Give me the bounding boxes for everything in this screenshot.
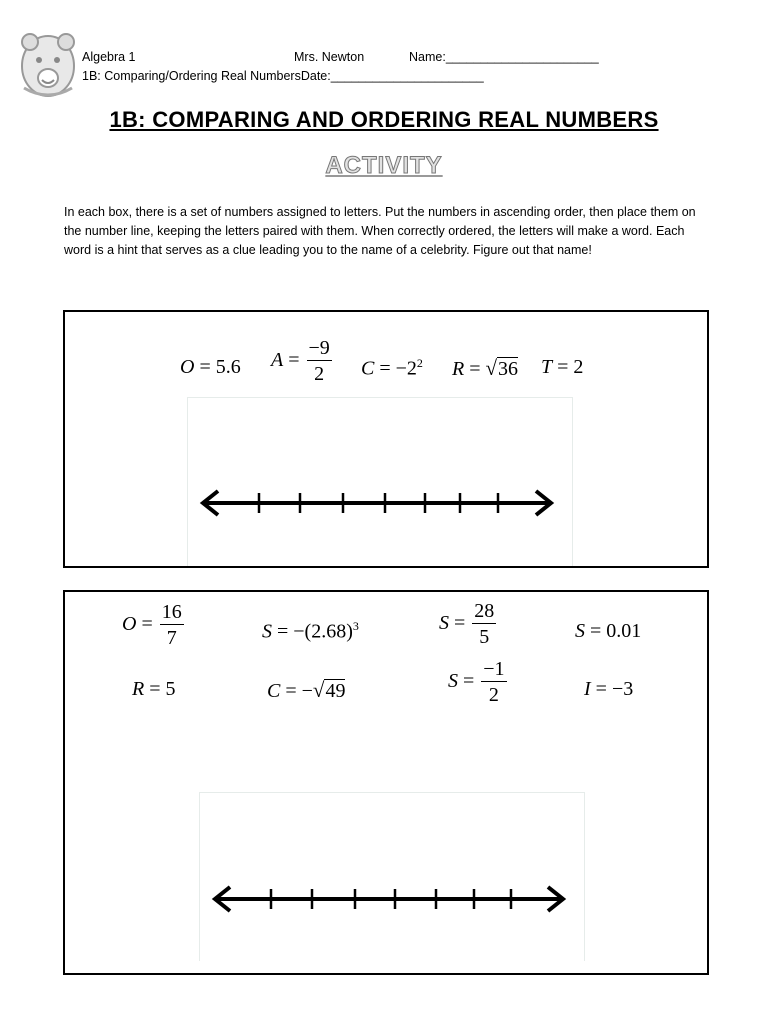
box1-R: R = √36	[452, 356, 519, 380]
denominator: 5	[479, 626, 490, 648]
letter: S	[439, 612, 449, 635]
value: 5.6	[215, 356, 241, 378]
letter: R	[132, 678, 145, 700]
letter: I	[584, 678, 591, 700]
instructions: In each box, there is a set of numbers assigned to letters. Put the numbers in ascending order, then place them on the number line, keeping the letters paired with them. When correctly ordered, the letters will make a word. Each word is a hint that serves as a clue leading you to the name of a celebrity. Figure out that name!	[64, 205, 696, 257]
box1-A: A = $\frac{-9}{2}$	[271, 337, 330, 385]
letter: C	[361, 357, 375, 380]
fraction	[481, 657, 506, 708]
denominator: 2	[488, 684, 499, 706]
teacher-name: Mrs. Newton	[294, 50, 365, 64]
value: 0.01	[606, 620, 642, 642]
letter: T	[541, 356, 553, 378]
letter: O	[122, 613, 137, 636]
page-title: 1B: COMPARING AND ORDERING REAL NUMBERS	[109, 107, 659, 132]
box2-S4: S = $\frac{-1}{2}$	[448, 658, 505, 706]
school-mascot-logo	[18, 28, 78, 100]
value: 5	[165, 678, 176, 700]
box2-S3: S = 0.01	[575, 620, 642, 642]
student-name-field[interactable]: Name:______________________	[409, 50, 599, 64]
lesson-subtitle-text: 1B: Comparing/Ordering Real Numbers	[82, 69, 301, 83]
radicand: 36	[498, 358, 519, 380]
letter: S	[262, 620, 272, 643]
denominator: 7	[166, 627, 177, 649]
course-name: Algebra 1	[82, 50, 136, 64]
letter: S	[448, 670, 458, 693]
box2-I: I = −3	[584, 678, 634, 700]
value: −(2.68)	[293, 620, 353, 643]
workspace-panel-2	[199, 792, 585, 961]
number-line-2[interactable]	[210, 881, 570, 917]
radical-sign: √	[312, 678, 325, 702]
number-line-1[interactable]	[198, 485, 558, 521]
box2-R: R = 5	[132, 678, 176, 700]
box1-C: $C = -2^2$	[361, 356, 423, 380]
box2-S2: S = $\frac{28}{5}$	[439, 600, 495, 648]
letter: A	[271, 349, 284, 372]
value: −3	[611, 678, 634, 700]
numerator: −1	[483, 658, 505, 680]
value: −2	[395, 357, 417, 380]
exponent: 3	[352, 619, 359, 633]
value: 2	[573, 356, 584, 378]
radicand: 49	[325, 680, 346, 702]
sign: −	[301, 680, 313, 702]
box2-C: C = −√49	[267, 678, 346, 702]
box2-S1: $S = -(2.68)^3$	[262, 619, 359, 643]
activity-heading: ACTIVITY	[325, 152, 443, 179]
fraction	[307, 336, 332, 387]
denominator: 2	[314, 363, 325, 385]
radical-sign: √	[485, 356, 498, 380]
fraction	[160, 600, 184, 651]
letter: O	[180, 356, 195, 378]
date-field[interactable]: Date:______________________	[300, 69, 484, 83]
box1-T: T = 2	[541, 356, 584, 378]
numerator: 16	[161, 601, 182, 623]
exponent: 2	[416, 356, 423, 370]
workspace-panel-1	[187, 397, 573, 566]
numerator: 28	[474, 600, 495, 622]
box1-O: O = 5.6	[180, 356, 241, 378]
fraction	[472, 599, 496, 650]
letter: R	[452, 358, 465, 380]
numerator: −9	[308, 337, 330, 359]
letter: C	[267, 680, 281, 702]
letter: S	[575, 620, 585, 642]
lesson-subtitle	[82, 69, 484, 83]
box2-O: O = $\frac{16}{7}$	[122, 601, 182, 649]
